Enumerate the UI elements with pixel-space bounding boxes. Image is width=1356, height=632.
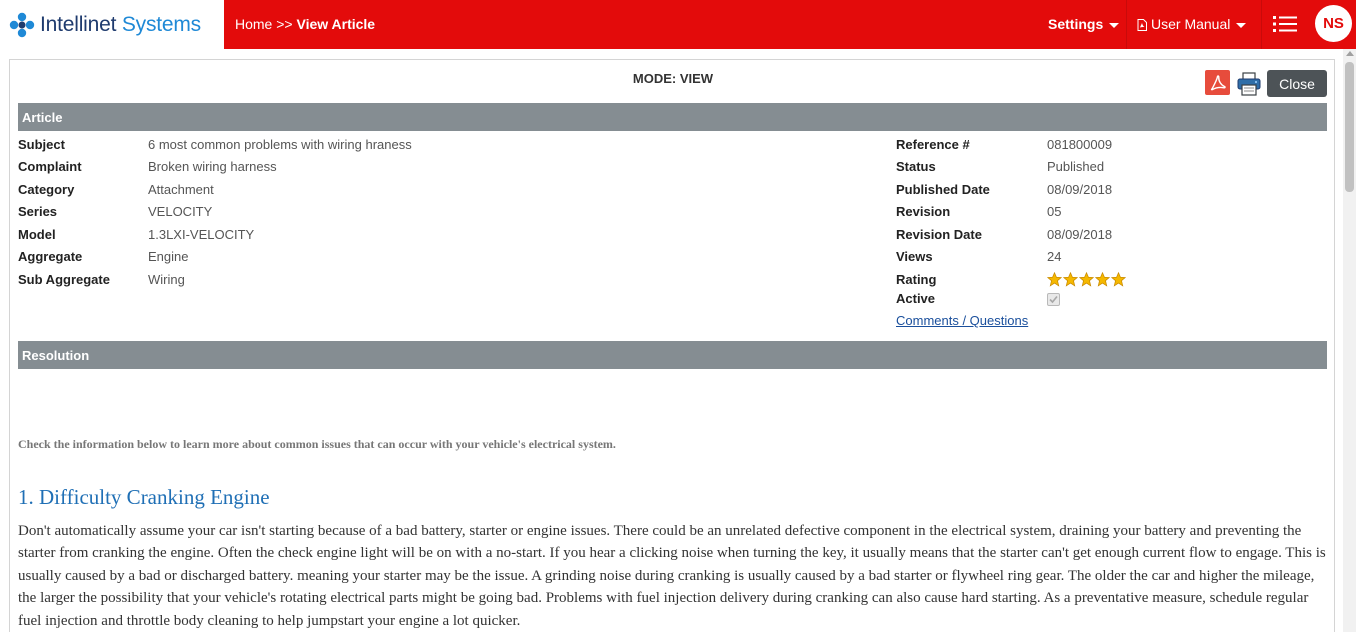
status-label: Status xyxy=(896,159,936,174)
star-icon xyxy=(1111,272,1126,287)
subject-label: Subject xyxy=(18,137,65,152)
pdf-icon xyxy=(1137,19,1147,31)
pdf-icon xyxy=(1209,74,1227,92)
logo-accent-text: Systems xyxy=(121,12,201,36)
breadcrumb-home[interactable]: Home xyxy=(235,16,273,32)
resolution-intro: Check the information below to learn more about common issues that can occur with your vehicle's electrical system. xyxy=(18,437,616,451)
close-button[interactable]: Close xyxy=(1267,70,1327,97)
sub-aggregate-label: Sub Aggregate xyxy=(18,272,110,287)
breadcrumb-current: View Article xyxy=(296,16,376,32)
star-icon xyxy=(1063,272,1078,287)
mode-label: MODE: VIEW xyxy=(632,71,714,86)
views-label: Views xyxy=(896,249,933,264)
scroll-up-arrow-icon[interactable] xyxy=(1346,51,1354,56)
sub-aggregate-value: Wiring xyxy=(148,272,185,287)
star-icon xyxy=(1047,272,1062,287)
category-value: Attachment xyxy=(148,182,214,197)
rating-stars xyxy=(1047,272,1126,287)
chevron-down-icon xyxy=(1236,23,1246,28)
settings-menu[interactable] xyxy=(1048,16,1119,32)
star-icon xyxy=(1079,272,1094,287)
logo-icon xyxy=(9,12,35,38)
logo[interactable] xyxy=(0,0,224,49)
logo-main-text: Intellinet xyxy=(40,12,117,36)
aggregate-label: Aggregate xyxy=(18,249,83,264)
model-label: Model xyxy=(18,227,56,242)
published-date-label: Published Date xyxy=(896,182,990,197)
model-value: 1.3LXI-VELOCITY xyxy=(148,227,255,242)
breadcrumb xyxy=(235,16,375,32)
reference-value: 081800009 xyxy=(1047,137,1113,152)
article-panel xyxy=(9,59,1335,632)
settings-label: Settings xyxy=(1048,16,1104,32)
resolution-heading: 1. Difficulty Cranking Engine xyxy=(18,485,270,509)
revision-value: 05 xyxy=(1047,204,1062,219)
revision-date-label: Revision Date xyxy=(896,227,982,242)
active-label: Active xyxy=(896,291,936,306)
divider xyxy=(1126,0,1127,49)
printer-icon[interactable] xyxy=(1236,71,1262,97)
star-icon xyxy=(1095,272,1110,287)
complaint-label: Complaint xyxy=(18,159,82,174)
article-section-header: Article xyxy=(18,103,1327,131)
category-label: Category xyxy=(18,182,75,197)
top-bar xyxy=(0,0,1356,49)
user-manual-menu[interactable] xyxy=(1137,16,1246,32)
series-label: Series xyxy=(18,204,58,219)
checkmark-icon xyxy=(1049,295,1058,304)
revision-label: Revision xyxy=(896,204,951,219)
active-checkbox[interactable] xyxy=(1047,293,1060,306)
scrollbar-thumb[interactable] xyxy=(1345,62,1354,192)
list-menu-icon[interactable] xyxy=(1273,14,1297,34)
views-value: 24 xyxy=(1047,249,1062,264)
published-date-value: 08/09/2018 xyxy=(1047,182,1113,197)
export-pdf-button[interactable] xyxy=(1205,70,1230,95)
user-manual-label: User Manual xyxy=(1151,16,1231,32)
rating-label: Rating xyxy=(896,272,937,287)
subject-value: 6 most common problems with wiring hraness xyxy=(148,137,412,152)
comments-questions-link[interactable]: Comments / Questions xyxy=(896,313,1029,328)
reference-label: Reference # xyxy=(896,137,970,152)
resolution-paragraph: Don't automatically assume your car isn't starting because of a bad battery, starter or engine issues. There could be an unrelated defective component in the electrical system, draining your battery and preventing the starter from cranking the engine. Often the check engine light will be on with a no-start. If you hear a clicking noise when turning the key, it usually means that the starter can't get enough current flow to engage. This is usually caused by a bad or discharged battery. meaning your starter may be the issue. A grinding noise during cranking is usually caused by a bad starter or flywheel ring gear. The older the car and higher the mileage, the larger the possibility that your vehicle's rotating electrical parts might be going bad. Problems with fuel injection delivery during cranking can also cause hard starting. As a preventative measure, schedule regular fuel injection and throttle body cleaning to help jumpstart your engine a lot quicker. xyxy=(18,523,1326,629)
series-value: VELOCITY xyxy=(148,204,213,219)
chevron-down-icon xyxy=(1109,23,1119,28)
status-value: Published xyxy=(1047,159,1105,174)
revision-date-value: 08/09/2018 xyxy=(1047,227,1113,242)
divider xyxy=(1261,0,1262,49)
aggregate-value: Engine xyxy=(148,249,189,264)
complaint-value: Broken wiring harness xyxy=(148,159,277,174)
resolution-section-header: Resolution xyxy=(18,341,1327,369)
breadcrumb-separator: >> xyxy=(276,16,293,32)
avatar[interactable]: NS xyxy=(1315,5,1352,42)
